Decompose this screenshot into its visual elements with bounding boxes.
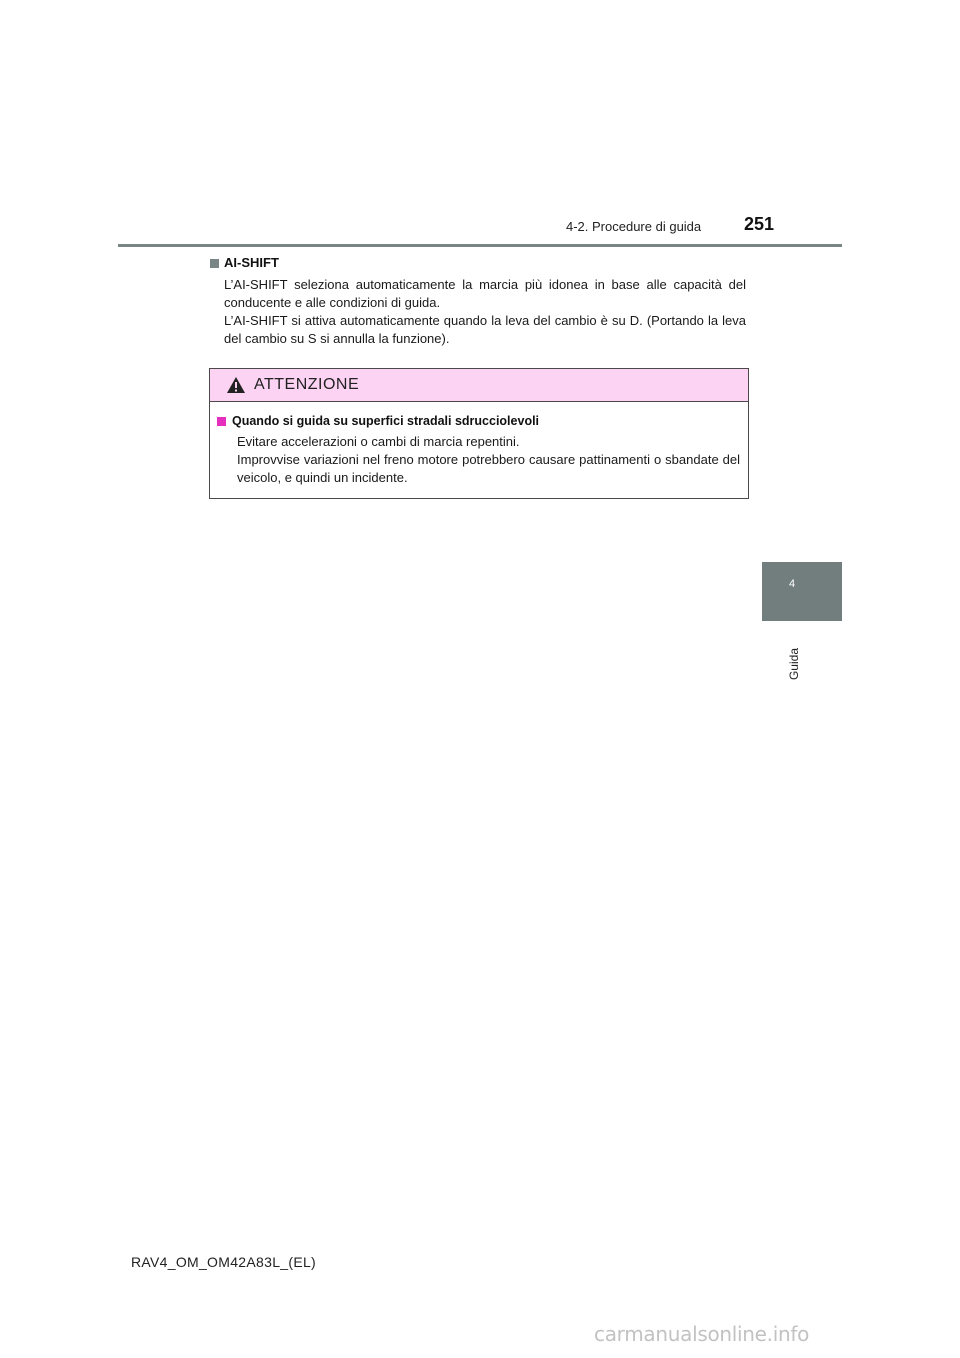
caution-title: ATTENZIONE [254, 376, 360, 393]
caution-body [237, 433, 740, 487]
square-bullet-icon [217, 417, 226, 426]
document-code: RAV4_OM_OM42A83L_(EL) [131, 1254, 317, 1270]
chapter-number: 4 [789, 578, 796, 590]
caution-heading-text: Quando si guida su superfici stradali sdrucciolevoli [232, 414, 540, 428]
section-heading [210, 254, 746, 272]
square-bullet-icon [210, 259, 219, 268]
section-heading-text: AI-SHIFT [224, 255, 279, 270]
watermark: carmanualsonline.info [594, 1322, 810, 1346]
warning-triangle-icon [226, 376, 246, 394]
header-section-title: 4-2. Procedure di guida [566, 219, 702, 234]
chapter-tab [762, 562, 842, 621]
page-number: 251 [744, 214, 775, 234]
caution-paragraph: Evitare accelerazioni o cambi di marcia repentini. [237, 434, 520, 449]
caution-content [210, 402, 748, 487]
section-paragraph: L’AI-SHIFT seleziona automaticamente la marcia più idonea in base alle capacità del conducente e alle condizioni di guida. [224, 277, 746, 310]
caution-box [209, 368, 749, 499]
chapter-label: Guida [787, 648, 801, 681]
section-body [224, 276, 746, 348]
caution-paragraph: Improvvise variazioni nel freno motore potrebbero causare pattinamenti o sbandate del veicolo, e quindi un incidente. [237, 452, 740, 485]
ai-shift-section [210, 254, 746, 348]
section-paragraph: L’AI-SHIFT si attiva automaticamente quando la leva del cambio è su D. (Portando la leva del cambio su S si annulla la funzione). [224, 313, 746, 346]
caution-header [210, 369, 748, 402]
caution-heading [217, 412, 740, 430]
header-divider [118, 244, 842, 247]
